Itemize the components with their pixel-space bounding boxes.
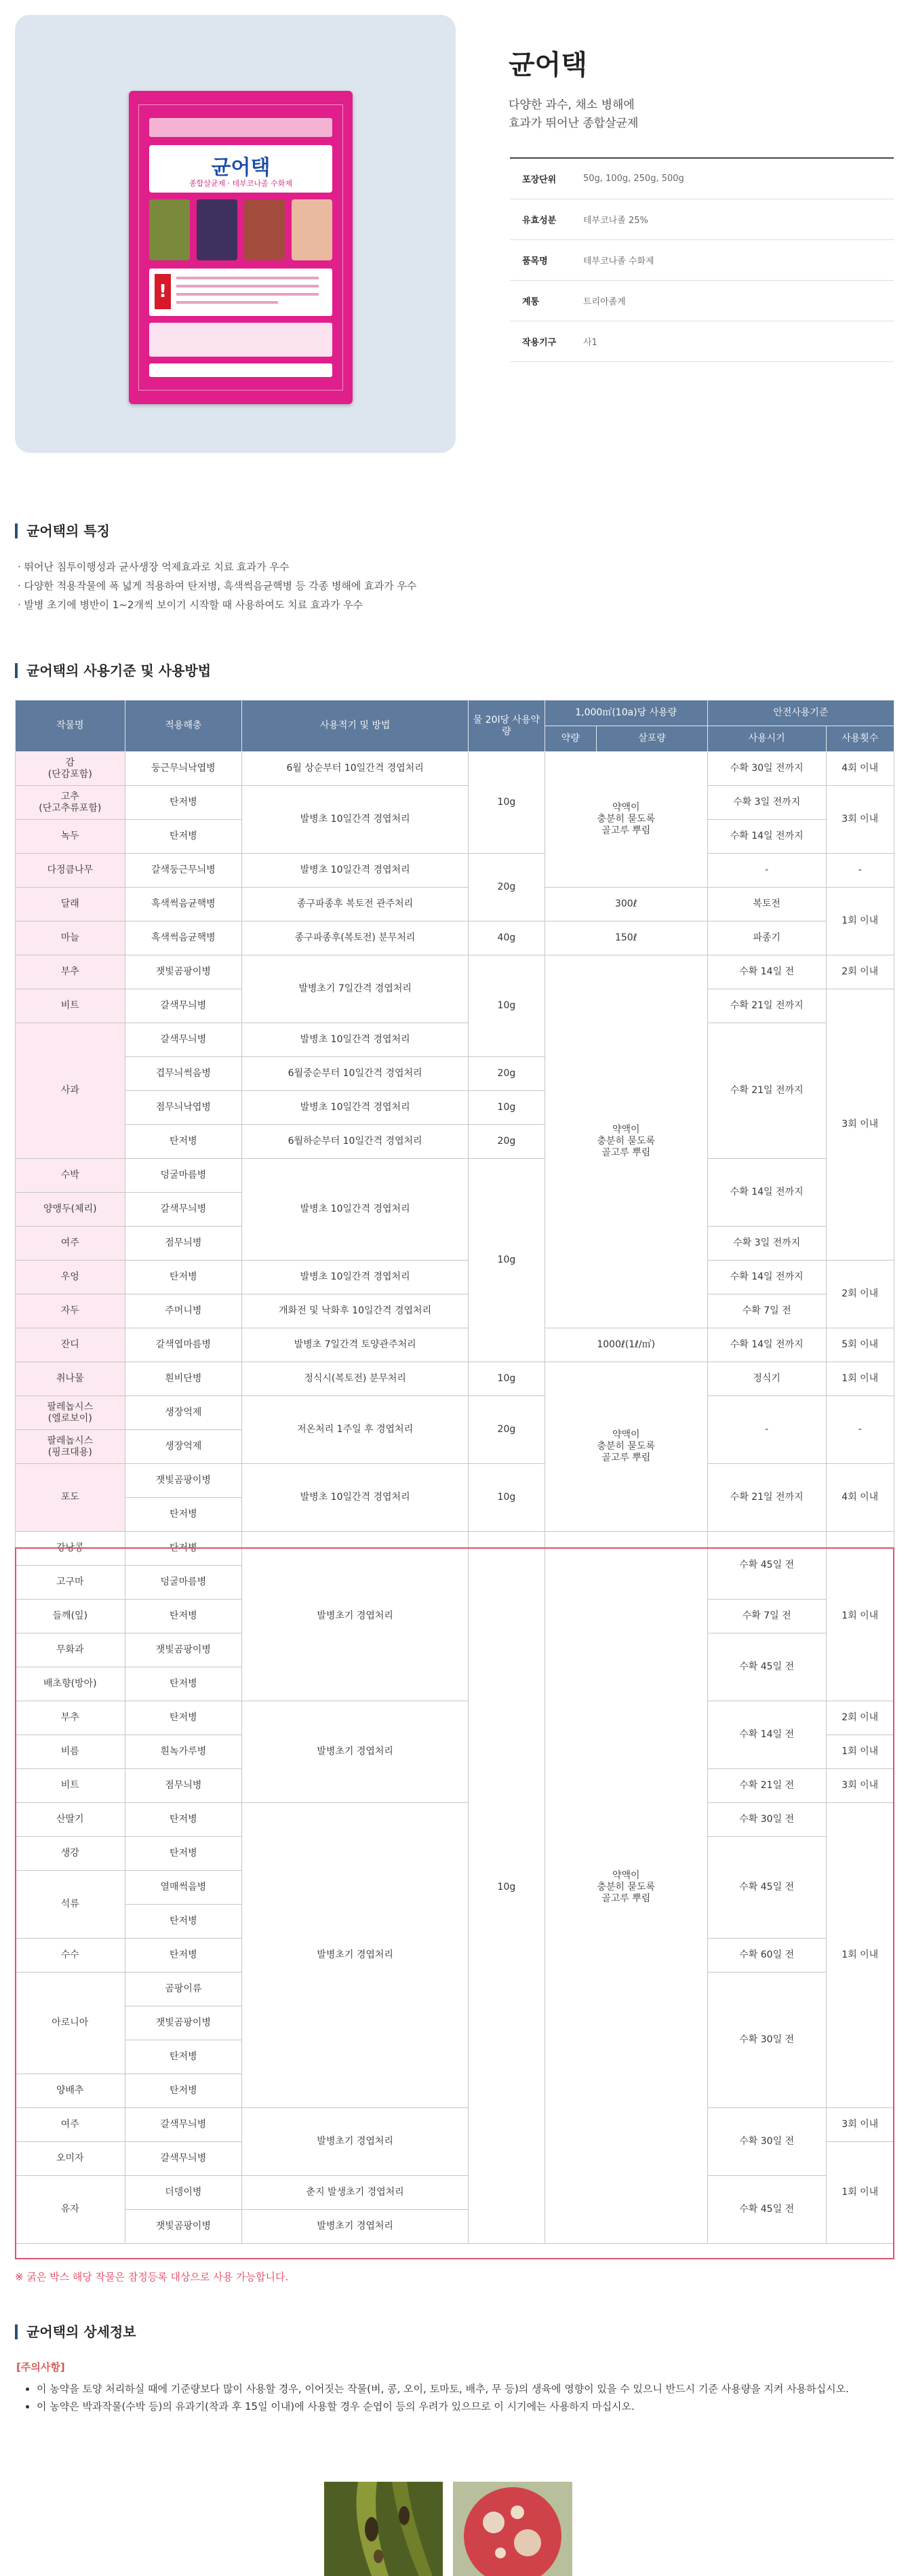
usage-title: 균어택의 사용기준 및 사용방법 [15,663,211,678]
table-row [16,1464,894,1498]
cell-disease: 흰녹가루병 [125,1735,242,1769]
cell-timing: 수확 14일 전까지 [707,820,826,854]
cell-crop: 포도 [16,1464,125,1532]
cell-disease: 흰비단병 [125,1362,242,1396]
feature-item: · 다양한 적용작물에 폭 넓게 적용하여 탄저병, 흑색썩음균핵병 등 각종 병해에 효과가 우수 [18,580,417,592]
cell-disease: 탄저병 [125,2074,242,2108]
col-header-disease: 적용해충 [125,700,242,752]
cell-timing: 수확 14일 전까지 [707,1159,826,1227]
cell-count: 4회 이내 [826,1464,894,1532]
cell-count: 3회 이내 [826,786,894,854]
cell-method: 발병초 10일간격 경엽처리 [242,1261,469,1294]
cell-disease: 잿빛곰팡이병 [125,1464,242,1498]
cell-crop: 강낭콩 [16,1532,125,1566]
col-header-dose: 물 20l당 사용약량 [469,700,545,752]
cell-crop: 팔레놉시스 (엘로보이) [16,1396,125,1430]
cell-disease: 갈색엽마름병 [125,1328,242,1362]
cell-disease: 탄저병 [125,1667,242,1701]
cell-crop: 녹두 [16,820,125,854]
cell-count: 2회 이내 [826,1261,894,1328]
usage-table [15,700,894,2244]
package-subtitle: 종합살균제 · 테부코나졸 수화제 [189,179,293,188]
col-header-crop: 작물명 [16,700,125,752]
cell-dose: 10g [469,955,545,1057]
package-crop-photo [197,199,237,260]
cell-timing: 수확 21일 전까지 [707,1023,826,1159]
cell-amount: 약액이 충분히 묻도록 골고루 뿌림 [545,955,707,1328]
cell-timing: 수확 30일 전 [707,1973,826,2108]
cell-count: 3회 이내 [826,2108,894,2142]
cell-disease: 탄저병 [125,786,242,820]
cell-disease: 탄저병 [125,1125,242,1159]
cell-timing: 수확 14일 전 [707,1701,826,1769]
cell-crop: 자두 [16,1294,125,1328]
cell-disease: 생장억제 [125,1396,242,1430]
cell-timing: 수확 21일 전까지 [707,989,826,1023]
cell-count: 1회 이내 [826,1532,894,1701]
feature-item: · 뛰어난 침투이행성과 균사생장 억제효과로 치료 효과가 우수 [18,561,290,573]
cell-disease: 탄저병 [125,1261,242,1294]
cell-amount: 약액이 충분히 묻도록 골고루 뿌림 [545,1532,707,2244]
cell-crop: 양배추 [16,2074,125,2108]
table-row [16,1159,894,1193]
cell-timing: 수확 7일 전 [707,1294,826,1328]
cell-disease: 잿빛곰팡이병 [125,2210,242,2244]
cell-crop: 부추 [16,955,125,989]
cell-crop: 사과 [16,1023,125,1159]
cell-count: - [826,1396,894,1464]
spec-row [510,199,894,240]
cell-method: 발병초기 경엽처리 [242,1532,469,1701]
col-header-per10a: 1,000㎡(10a)당 사용량 [545,700,707,726]
cell-dose: 20g [469,1396,545,1464]
cell-timing: 수확 30일 전까지 [707,752,826,786]
cell-dose: 10g [469,1362,545,1396]
cell-crop: 아로니아 [16,1973,125,2074]
cell-method: 발병초 10일간격 경엽처리 [242,1159,469,1261]
cell-count: 2회 이내 [826,955,894,989]
col-header-count: 사용횟수 [826,726,894,752]
cell-count: 1회 이내 [826,1803,894,2108]
cell-crop: 다정큼나무 [16,854,125,888]
cell-count: 5회 이내 [826,1328,894,1362]
cell-disease: 더뎅이병 [125,2176,242,2210]
cell-crop: 취나물 [16,1362,125,1396]
cell-spray: 150ℓ [545,922,707,955]
product-description: 다양한 과수, 채소 병해에 효과가 뛰어난 종합살균제 [509,98,639,130]
cell-timing: 복토전 [707,888,826,922]
cell-disease: 생장억제 [125,1430,242,1464]
cell-disease: 점무늬낙엽병 [125,1091,242,1125]
cell-count: 1회 이내 [826,1735,894,1769]
cell-method: 저온처리 1주일 후 경엽처리 [242,1396,469,1464]
cell-crop: 고추 (단고추류포함) [16,786,125,820]
cell-dose: 20g [469,854,545,922]
spec-label: 유효성분 [522,216,557,226]
cell-spray: 300ℓ [545,888,707,922]
caution-title: [주의사항] [16,2361,65,2373]
cell-amount: 약액이 충분히 묻도록 골고루 뿌림 [545,752,707,888]
cell-dose: 10g [469,1091,545,1125]
cell-count: - [826,854,894,888]
cell-timing: 수확 14일 전 [707,955,826,989]
cell-dose: 40g [469,922,545,955]
table-row [16,752,894,786]
cell-crop: 감 (단감포함) [16,752,125,786]
cell-count: 1회 이내 [826,1362,894,1396]
cell-timing: - [707,1396,826,1464]
cell-timing: 수확 45일 전 [707,2176,826,2244]
cell-timing: 수확 21일 전 [707,1769,826,1803]
product-image-panel [15,15,456,453]
cell-disease: 탄저병 [125,820,242,854]
cell-crop: 석류 [16,1871,125,1939]
product-title: 균어택 [509,49,587,81]
cell-disease: 주머니병 [125,1294,242,1328]
table-row [16,922,894,955]
cell-disease: 흑색썩음균핵병 [125,888,242,922]
spec-label: 포장단위 [522,175,557,185]
cell-method: 발병초기 경엽처리 [242,2108,469,2176]
disease-photo-pepper [324,2482,443,2576]
cell-method: 6월 상순부터 10일간격 경엽처리 [242,752,469,786]
cell-timing: 수확 60일 전 [707,1939,826,1973]
cell-timing: 수확 30일 전 [707,2108,826,2176]
cell-dose: 10g [469,752,545,854]
col-header-method: 사용적기 및 방법 [242,700,469,752]
spec-value: 50g, 100g, 250g, 500g [583,174,684,184]
cell-timing: 수확 45일 전 [707,1837,826,1939]
cell-crop: 팔레놉시스 (핑크대용) [16,1430,125,1464]
cell-method: 종구파종후 복토전 관주처리 [242,888,469,922]
cell-method: 춘지 발생초기 경엽처리 [242,2176,469,2210]
cell-timing: 수확 7일 전 [707,1600,826,1633]
col-header-amount: 약량 [545,726,596,752]
cell-crop: 달래 [16,888,125,922]
package-warning: ! [149,269,332,316]
cell-disease: 겹무늬썩음병 [125,1057,242,1091]
col-header-safety: 안전사용기준 [707,700,894,726]
cell-dose: 20g [469,1125,545,1159]
table-row [16,955,894,989]
cell-crop: 비트 [16,1769,125,1803]
cell-disease: 탄저병 [125,1600,242,1633]
table-row [16,1803,894,1837]
cell-crop: 부추 [16,1701,125,1735]
cell-crop: 비트 [16,989,125,1023]
cell-crop: 고구마 [16,1566,125,1600]
package-maker [149,363,332,377]
cell-crop: 비름 [16,1735,125,1769]
cell-dose: 10g [469,1464,545,1532]
cell-method: 6월하순부터 10일간격 경엽처리 [242,1125,469,1159]
package-info [149,323,332,357]
cell-method: 발병초기 경엽처리 [242,2210,469,2244]
spec-table [510,157,894,362]
table-row [16,786,894,820]
caution-item: • 이 농약은 박과작물(수박 등)의 유과기(착과 후 15일 이내)에 사용할 경우 순엽이 등의 우려가 있으므로 이 시기에는 사용하지 마십시오. [37,2398,891,2415]
cell-method: 발병초 10일간격 경엽처리 [242,854,469,888]
cell-count: 3회 이내 [826,989,894,1261]
cell-method: 발병초기 7일간격 경엽처리 [242,955,469,1023]
spec-label: 계통 [522,297,540,307]
table-row [16,1532,894,1566]
cell-disease: 갈색무늬병 [125,1023,242,1057]
cell-disease: 잿빛곰팡이병 [125,1633,242,1667]
spec-row [510,159,894,199]
cell-disease: 탄저병 [125,1803,242,1837]
cell-crop: 여주 [16,1227,125,1261]
caution-list [16,2380,891,2415]
cell-disease: 갈색무늬병 [125,1193,242,1227]
package-title: 균어택 [211,156,271,180]
table-row [16,1023,894,1057]
cell-crop: 무화과 [16,1633,125,1667]
cell-disease: 흑색썩음균핵병 [125,922,242,955]
cell-method: 개화전 및 낙화후 10일간격 경엽처리 [242,1294,469,1328]
cell-method: 발병초 10일간격 경엽처리 [242,1464,469,1532]
table-row [16,1294,894,1328]
spec-value: 테부코나졸 수화제 [583,256,654,266]
cell-timing: 수확 45일 전 [707,1532,826,1600]
cell-method: 종구파종후(복토전) 분무처리 [242,922,469,955]
features-title: 균어택의 특징 [15,523,110,538]
product-package [129,91,353,404]
cell-crop: 들깨(잎) [16,1600,125,1633]
cell-crop: 산딸기 [16,1803,125,1837]
cell-crop: 배초향(방아) [16,1667,125,1701]
cell-disease: 갈색무늬병 [125,2108,242,2142]
cell-timing: 수확 14일 전까지 [707,1261,826,1294]
cell-timing: 수확 45일 전 [707,1633,826,1701]
cell-method: 발병초 10일간격 경엽처리 [242,1023,469,1057]
package-crop-photo [292,199,332,260]
cell-count: 4회 이내 [826,752,894,786]
cell-timing: 수확 14일 전까지 [707,1328,826,1362]
cell-method: 발병초 10일간격 경엽처리 [242,786,469,854]
disease-photo-apple [453,2482,572,2576]
cell-crop: 유자 [16,2176,125,2244]
cell-dose: 10g [469,1159,545,1362]
package-crop-photo [244,199,285,260]
cell-disease: 탄저병 [125,1701,242,1735]
cell-timing: 정식기 [707,1362,826,1396]
cell-crop: 양앵두(체리) [16,1193,125,1227]
table-row [16,888,894,922]
spec-label: 작용기구 [522,338,557,348]
table-row [16,1261,894,1294]
cell-disease: 점무늬병 [125,1227,242,1261]
table-row [16,2108,894,2142]
cell-count: 1회 이내 [826,2142,894,2244]
cell-timing: 수확 21일 전까지 [707,1464,826,1532]
features-list [18,557,416,614]
spec-value: 트리아졸계 [583,297,626,307]
cell-disease: 탄저병 [125,1532,242,1566]
spec-row [510,281,894,321]
cell-method: 정식시(복토전) 분무처리 [242,1362,469,1396]
cell-method: 발병초기 경엽처리 [242,1701,469,1803]
cell-crop: 수박 [16,1159,125,1193]
table-row [16,1362,894,1396]
spec-value: 사1 [583,338,597,348]
feature-item: · 발병 초기에 병반이 1~2개씩 보이기 시작할 때 사용하여도 치료 효과가 우수 [18,599,363,611]
cell-disease: 탄저병 [125,1498,242,1532]
cell-crop: 오미자 [16,2142,125,2176]
cell-disease: 탄저병 [125,2040,242,2074]
cell-crop: 마늘 [16,922,125,955]
cell-crop: 잔디 [16,1328,125,1362]
cell-crop: 우엉 [16,1261,125,1294]
cell-method: 6월중순부터 10일간격 경엽처리 [242,1057,469,1091]
cell-amount: 약액이 충분히 묻도록 골고루 뿌림 [545,1362,707,1532]
cell-dose: 10g [469,1532,545,2244]
cell-spray: 1000ℓ(1ℓ/㎡) [545,1328,707,1362]
table-row [16,1701,894,1735]
cell-timing: - [707,854,826,888]
col-header-timing: 사용시기 [707,726,826,752]
spec-row [510,321,894,362]
package-crop-photo [149,199,190,260]
cell-timing: 수확 3일 전까지 [707,786,826,820]
caution-item: • 이 농약을 토양 처리하실 때에 기준량보다 많이 사용할 경우, 이어짓는 작물(벼, 콩, 오이, 토마토, 배추, 무 등)의 생육에 영향이 있을 수 있으니 반드시 기준 사용량을 지켜 사용하십시오. [37,2380,891,2398]
cell-disease: 탄저병 [125,1939,242,1973]
cell-timing: 수확 30일 전 [707,1803,826,1837]
table-row [16,1328,894,1362]
cell-disease: 덩굴마름병 [125,1566,242,1600]
cell-crop: 여주 [16,2108,125,2142]
cell-disease: 둥근무늬낙엽병 [125,752,242,786]
cell-disease: 열매썩음병 [125,1871,242,1905]
cell-method: 발병초 7일간격 토양관주처리 [242,1328,469,1362]
cell-disease: 잿빛곰팡이병 [125,955,242,989]
cell-disease: 갈색둥근무늬병 [125,854,242,888]
cell-method: 발병초 10일간격 경엽처리 [242,1091,469,1125]
cell-disease: 탄저병 [125,1905,242,1939]
details-title: 균어택의 상세정보 [15,2324,136,2339]
table-row [16,1396,894,1430]
cell-disease: 갈색무늬병 [125,989,242,1023]
cell-disease: 탄저병 [125,1837,242,1871]
cell-method: 발병초기 경엽처리 [242,1803,469,2108]
cell-timing: 수확 3일 전까지 [707,1227,826,1261]
table-row [16,2176,894,2210]
cell-count: 2회 이내 [826,1701,894,1735]
cell-crop: 수수 [16,1939,125,1973]
table-row [16,854,894,888]
spec-value: 테부코나졸 25% [583,216,648,226]
cell-count: 1회 이내 [826,888,894,955]
col-header-spray: 살포량 [597,726,708,752]
cell-timing: 파종기 [707,922,826,955]
cell-crop: 생강 [16,1837,125,1871]
cell-disease: 곰팡이류 [125,1973,242,2006]
package-label [149,145,332,193]
cell-count: 3회 이내 [826,1769,894,1803]
cell-dose: 20g [469,1057,545,1091]
spec-label: 품목명 [522,256,548,266]
cell-disease: 잿빛곰팡이병 [125,2006,242,2040]
cell-disease: 갈색무늬병 [125,2142,242,2176]
spec-row [510,240,894,281]
caution-section [16,2358,891,2415]
cell-disease: 점무늬병 [125,1769,242,1803]
cell-disease: 덩굴마름병 [125,1159,242,1193]
provisional-note: ※ 굵은 박스 해당 작물은 잠정등록 대상으로 사용 가능합니다. [15,2271,289,2283]
